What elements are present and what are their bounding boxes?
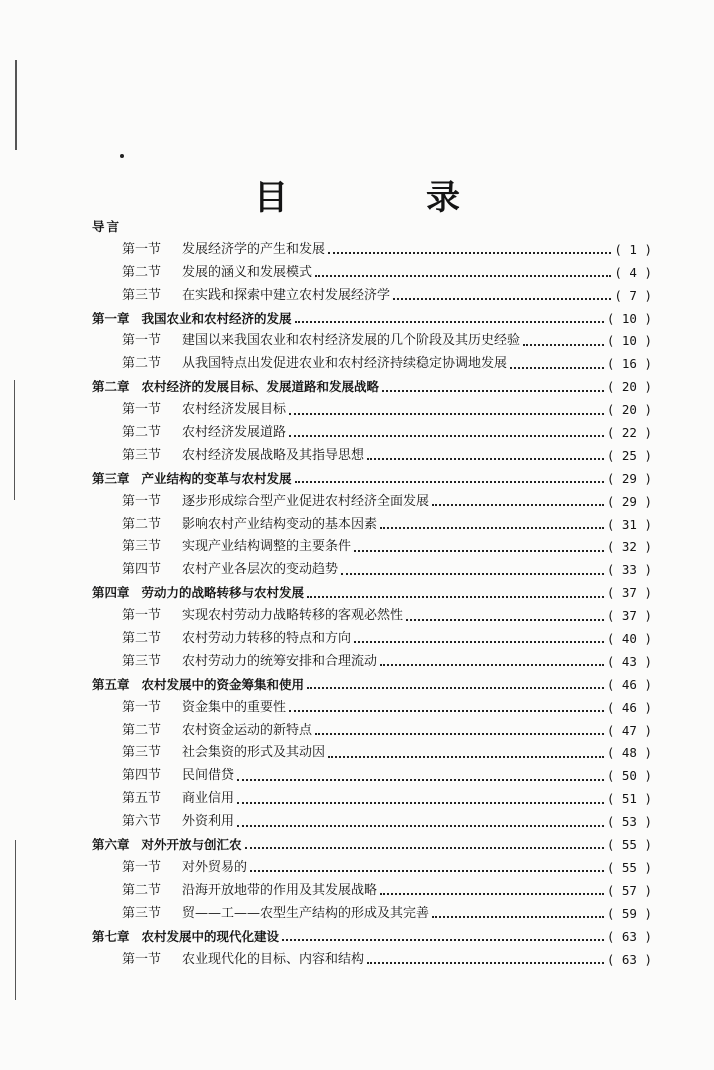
dot-leader xyxy=(237,825,604,827)
toc-section-entry[interactable] xyxy=(92,788,652,811)
toc-section-entry[interactable] xyxy=(92,720,652,743)
dot-leader xyxy=(382,390,604,392)
dot-leader xyxy=(367,962,604,964)
toc-chapter-entry[interactable] xyxy=(92,468,652,491)
page-number: ( 46 ) xyxy=(606,699,652,715)
toc-chapter-entry[interactable] xyxy=(92,582,652,605)
entry-title: 贸——工——农型生产结构的形成及其完善 xyxy=(182,905,430,921)
entry-title: 农村产业各层次的变动趋势 xyxy=(182,562,339,578)
toc-section-entry[interactable] xyxy=(92,628,652,651)
page-number: ( 50 ) xyxy=(606,768,652,784)
dot-leader xyxy=(328,756,604,758)
scan-edge-line-top xyxy=(15,60,17,150)
entry-title: 外资利用 xyxy=(182,814,235,830)
dot-leader xyxy=(432,916,604,918)
entry-title: 农村资金运动的新特点 xyxy=(182,722,313,738)
page-number: ( 37 ) xyxy=(606,608,652,624)
page-number: ( 51 ) xyxy=(606,791,652,807)
section-number: 第三节 xyxy=(122,905,162,921)
toc-section-entry[interactable] xyxy=(92,651,652,674)
scan-edge-line-mid xyxy=(14,380,15,500)
toc-section-entry[interactable] xyxy=(92,742,652,765)
page-number: ( 33 ) xyxy=(606,562,652,578)
dot-leader xyxy=(245,847,604,849)
page-number: ( 55 ) xyxy=(606,859,652,875)
toc-chapter-entry[interactable] xyxy=(92,216,652,239)
page-number: ( 4 ) xyxy=(614,264,652,280)
entry-title: 影响农村产业结构变动的基本因素 xyxy=(182,516,378,532)
toc-section-entry[interactable] xyxy=(92,285,652,308)
page-number: ( 32 ) xyxy=(606,539,652,555)
entry-title: 实现农村劳动力战略转移的客观必然性 xyxy=(182,608,404,624)
section-number: 第六节 xyxy=(122,814,162,830)
dot-leader xyxy=(380,893,604,895)
entry-title: 沿海开放地带的作用及其发展战略 xyxy=(182,882,378,898)
toc-section-entry[interactable] xyxy=(92,559,652,582)
page-number: ( 1 ) xyxy=(614,241,652,257)
section-number: 第二节 xyxy=(122,425,162,441)
chapter-number: 第六章 xyxy=(92,837,130,853)
section-number: 第二节 xyxy=(122,356,162,372)
page-number: ( 29 ) xyxy=(606,493,652,509)
dot-leader xyxy=(250,870,604,872)
toc-chapter-entry[interactable] xyxy=(92,674,652,697)
toc-section-entry[interactable] xyxy=(92,880,652,903)
page-number: ( 63 ) xyxy=(606,928,652,944)
toc-section-entry[interactable] xyxy=(92,765,652,788)
entry-title: 发展经济学的产生和发展 xyxy=(182,241,326,257)
toc-section-entry[interactable] xyxy=(92,239,652,262)
dot-leader xyxy=(406,619,604,621)
section-number: 第二节 xyxy=(122,516,162,532)
section-number: 第二节 xyxy=(122,722,162,738)
page-number: ( 29 ) xyxy=(606,470,652,486)
page-title: 目 录 xyxy=(254,178,512,218)
entry-title: 农村劳动力转移的特点和方向 xyxy=(182,631,352,647)
section-number: 第三节 xyxy=(122,447,162,463)
section-number: 第一节 xyxy=(122,699,162,715)
entry-title: 社会集资的形式及其动因 xyxy=(182,745,326,761)
dot-leader xyxy=(367,458,604,460)
dot-leader xyxy=(307,687,604,689)
toc-chapter-entry[interactable] xyxy=(92,308,652,331)
toc-chapter-entry[interactable] xyxy=(92,376,652,399)
table-of-contents xyxy=(92,216,652,971)
section-number: 第五节 xyxy=(122,791,162,807)
page-number: ( 10 ) xyxy=(606,310,652,326)
toc-section-entry[interactable] xyxy=(92,353,652,376)
dot-leader xyxy=(282,939,604,941)
dot-leader xyxy=(328,252,611,254)
toc-section-entry[interactable] xyxy=(92,903,652,926)
dot-leader xyxy=(237,802,604,804)
page-number: ( 22 ) xyxy=(606,425,652,441)
dot-leader xyxy=(432,504,604,506)
scan-edge-line-low xyxy=(15,840,16,1000)
dot-leader xyxy=(315,733,604,735)
entry-title: 对外开放与创汇农 xyxy=(141,837,242,853)
section-number: 第一节 xyxy=(122,333,162,349)
section-number: 第三节 xyxy=(122,653,162,669)
section-number: 第二节 xyxy=(122,264,162,280)
toc-section-entry[interactable] xyxy=(92,262,652,285)
dot-leader xyxy=(380,527,604,529)
dot-leader xyxy=(510,367,604,369)
entry-title: 农村经济发展目标 xyxy=(182,402,287,418)
dot-leader xyxy=(393,298,611,300)
page-number: ( 57 ) xyxy=(606,882,652,898)
scan-speck xyxy=(120,154,124,158)
dot-leader xyxy=(289,435,604,437)
page-number: ( 20 ) xyxy=(606,402,652,418)
chapter-number: 第七章 xyxy=(92,928,130,944)
section-number: 第一节 xyxy=(122,402,162,418)
toc-section-entry[interactable] xyxy=(92,422,652,445)
page-number: ( 37 ) xyxy=(606,585,652,601)
dot-leader xyxy=(289,413,604,415)
page-number: ( 7 ) xyxy=(614,287,652,303)
toc-section-entry[interactable] xyxy=(92,697,652,720)
chapter-number: 第一章 xyxy=(92,310,130,326)
toc-section-entry[interactable] xyxy=(92,399,652,422)
entry-title: 从我国特点出发促进农业和农村经济持续稳定协调地发展 xyxy=(182,356,508,372)
chapter-number: 第二章 xyxy=(92,379,130,395)
page-number: ( 63 ) xyxy=(606,951,652,967)
toc-section-entry[interactable] xyxy=(92,605,652,628)
toc-section-entry[interactable] xyxy=(92,514,652,537)
page-number: ( 25 ) xyxy=(606,447,652,463)
toc-chapter-entry[interactable] xyxy=(92,926,652,949)
page-number: ( 53 ) xyxy=(606,814,652,830)
page-number: ( 20 ) xyxy=(606,379,652,395)
entry-title: 农村发展中的现代化建设 xyxy=(141,928,280,944)
entry-title: 农村经济发展道路 xyxy=(182,425,287,441)
entry-title: 民间借贷 xyxy=(182,768,235,784)
chapter-number: 第三章 xyxy=(92,470,130,486)
entry-title: 我国农业和农村经济的发展 xyxy=(141,310,292,326)
page-number: ( 59 ) xyxy=(606,905,652,921)
section-number: 第一节 xyxy=(122,951,162,967)
toc-section-entry[interactable] xyxy=(92,536,652,559)
entry-title: 商业信用 xyxy=(182,791,235,807)
entry-title: 对外贸易的 xyxy=(182,859,248,875)
toc-chapter-entry[interactable] xyxy=(92,834,652,857)
entry-title: 资金集中的重要性 xyxy=(182,699,287,715)
toc-section-entry[interactable] xyxy=(92,330,652,353)
dot-leader xyxy=(354,641,604,643)
section-number: 第四节 xyxy=(122,562,162,578)
chapter-number: 导言 xyxy=(92,219,122,234)
dot-leader xyxy=(354,550,604,552)
section-number: 第三节 xyxy=(122,745,162,761)
dot-leader xyxy=(315,275,611,277)
toc-section-entry[interactable] xyxy=(92,445,652,468)
page-number: ( 55 ) xyxy=(606,837,652,853)
entry-title: 农村劳动力的统筹安排和合理流动 xyxy=(182,653,378,669)
dot-leader xyxy=(380,664,604,666)
section-number: 第一节 xyxy=(122,608,162,624)
section-number: 第一节 xyxy=(122,493,162,509)
section-number: 第三节 xyxy=(122,539,162,555)
entry-title: 农村经济发展战略及其指导思想 xyxy=(182,447,365,463)
dot-leader xyxy=(523,344,604,346)
page-number: ( 43 ) xyxy=(606,653,652,669)
dot-leader xyxy=(237,779,604,781)
dot-leader xyxy=(289,710,604,712)
section-number: 第一节 xyxy=(122,859,162,875)
entry-title: 发展的涵义和发展模式 xyxy=(182,264,313,280)
entry-title: 建国以来我国农业和农村经济发展的几个阶段及其历史经验 xyxy=(182,333,521,349)
dot-leader xyxy=(295,481,604,483)
entry-title: 农村发展中的资金筹集和使用 xyxy=(141,676,305,692)
entry-title: 农村经济的发展目标、发展道路和发展战略 xyxy=(141,379,380,395)
section-number: 第二节 xyxy=(122,882,162,898)
chapter-number: 第五章 xyxy=(92,676,130,692)
page-number: ( 10 ) xyxy=(606,333,652,349)
entry-title: 农业现代化的目标、内容和结构 xyxy=(182,951,365,967)
toc-section-entry[interactable] xyxy=(92,949,652,972)
dot-leader xyxy=(295,321,604,323)
toc-section-entry[interactable] xyxy=(92,491,652,514)
page-number: ( 40 ) xyxy=(606,631,652,647)
toc-section-entry[interactable] xyxy=(92,811,652,834)
entry-title: 劳动力的战略转移与农村发展 xyxy=(141,585,305,601)
section-number: 第三节 xyxy=(122,287,162,303)
page-number: ( 48 ) xyxy=(606,745,652,761)
chapter-number: 第四章 xyxy=(92,585,130,601)
dot-leader xyxy=(307,596,604,598)
section-number: 第二节 xyxy=(122,631,162,647)
page-number: ( 16 ) xyxy=(606,356,652,372)
entry-title: 在实践和探索中建立农村发展经济学 xyxy=(182,287,391,303)
entry-title: 产业结构的变革与农村发展 xyxy=(141,470,292,486)
dot-leader xyxy=(341,573,604,575)
entry-title: 逐步形成综合型产业促进农村经济全面发展 xyxy=(182,493,430,509)
page-number: ( 46 ) xyxy=(606,676,652,692)
page-number: ( 31 ) xyxy=(606,516,652,532)
section-number: 第一节 xyxy=(122,241,162,257)
page-number: ( 47 ) xyxy=(606,722,652,738)
section-number: 第四节 xyxy=(122,768,162,784)
entry-title: 实现产业结构调整的主要条件 xyxy=(182,539,352,555)
toc-section-entry[interactable] xyxy=(92,857,652,880)
